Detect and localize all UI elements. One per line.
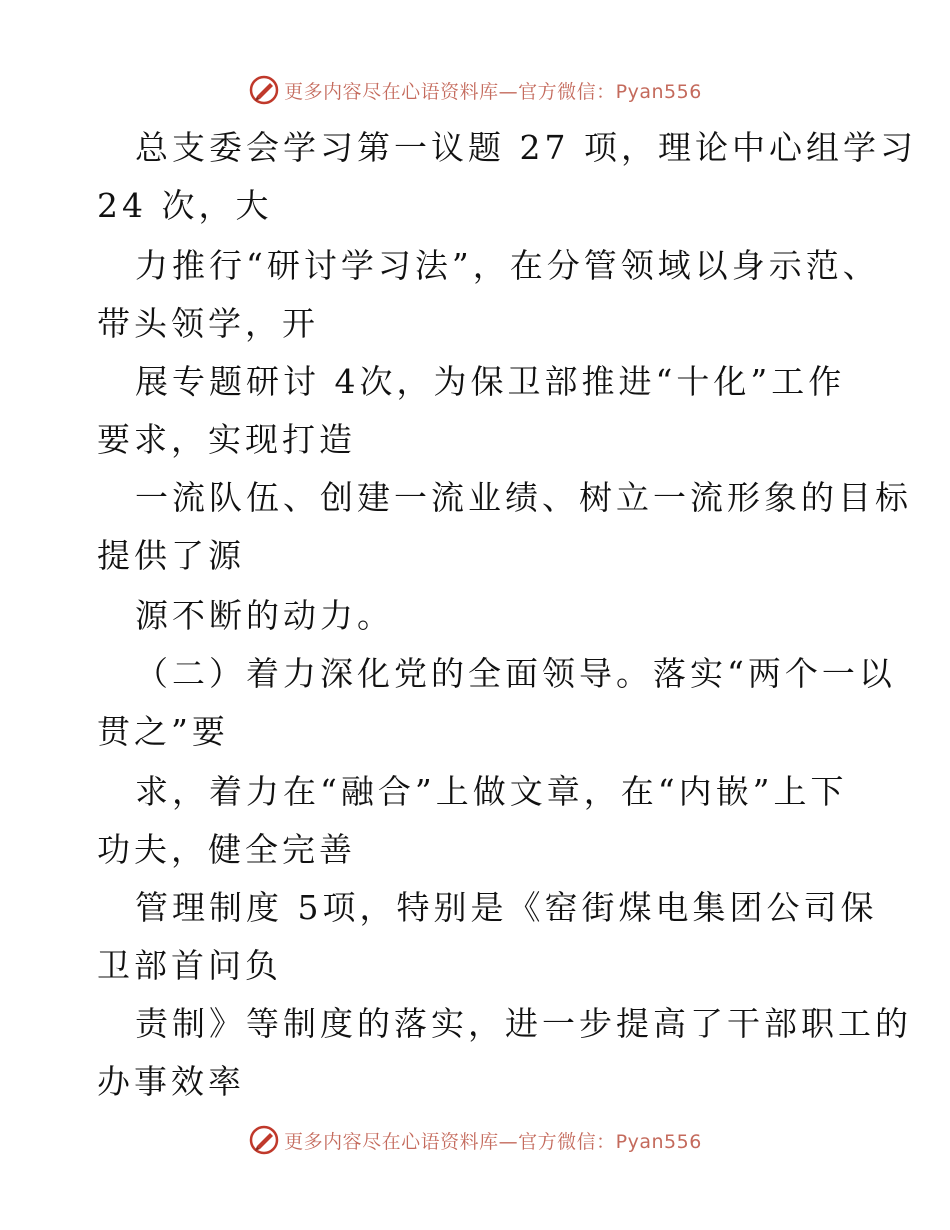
text-line: 要求，实现打造 bbox=[97, 420, 356, 459]
text-line: 展专题研讨 4次，为保卫部推进“十化”工作 bbox=[135, 362, 846, 401]
watermark-text: 更多内容尽在心语资料库—官方微信：Pyan556 bbox=[284, 1130, 702, 1153]
text-line: 总支委会学习第一议题 27 项，理论中心组学习 bbox=[135, 128, 917, 167]
text-line: 贯之”要 bbox=[97, 712, 229, 751]
footer-watermark bbox=[0, 1120, 950, 1160]
header-watermark bbox=[0, 70, 950, 110]
text-line: 卫部首问负 bbox=[97, 946, 282, 985]
text-line: （二）着力深化党的全面领导。落实“两个一以 bbox=[135, 654, 896, 693]
text-line: 带头领学，开 bbox=[97, 304, 319, 343]
watermark-logo-icon bbox=[248, 1124, 280, 1156]
text-line: 责制》等制度的落实，进一步提高了干部职工的 bbox=[135, 1004, 912, 1043]
text-line: 功夫，健全完善 bbox=[97, 830, 356, 869]
text-line: 求，着力在“融合”上做文章，在“内嵌”上下 bbox=[135, 772, 848, 811]
watermark-logo-icon bbox=[248, 74, 280, 106]
text-line: 源不断的动力。 bbox=[135, 596, 394, 635]
text-line: 管理制度 5项，特别是《窑街煤电集团公司保 bbox=[135, 888, 878, 927]
text-line: 办事效率 bbox=[97, 1062, 245, 1101]
text-line: 提供了源 bbox=[97, 536, 245, 575]
text-line: 一流队伍、创建一流业绩、树立一流形象的目标 bbox=[135, 478, 912, 517]
text-line: 24 次，大 bbox=[97, 186, 273, 225]
text-line: 力推行“研讨学习法”，在分管领域以身示范、 bbox=[135, 246, 880, 285]
watermark-text: 更多内容尽在心语资料库—官方微信：Pyan556 bbox=[284, 80, 702, 103]
